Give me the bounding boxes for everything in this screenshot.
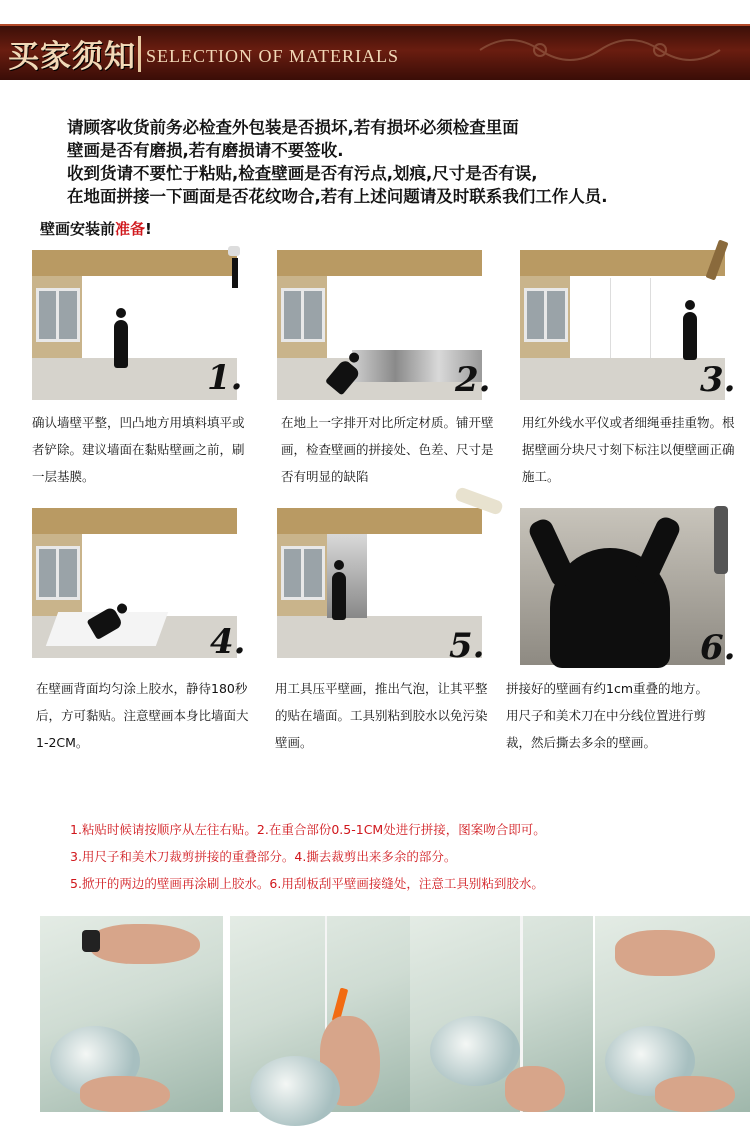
step-5-illustration bbox=[277, 508, 485, 666]
worker-figure bbox=[332, 572, 346, 620]
header-banner bbox=[0, 0, 750, 80]
preparation-heading-highlight: 准备 bbox=[115, 220, 146, 238]
worker-figure bbox=[683, 312, 697, 360]
step-3-caption: 用红外线水平仪或者细绳垂挂重物。根据壁画分块尺寸刻下标注以便壁画正确施工。 bbox=[522, 415, 735, 484]
banner-divider bbox=[138, 36, 141, 72]
worker-figure bbox=[114, 320, 128, 368]
tip-photo-4 bbox=[595, 916, 750, 1112]
tip-line: 1.粘贴时候请按顺序从左往右贴。2.在重合部份0.5-1CM处进行拼接，图案吻合即可。 bbox=[70, 822, 546, 837]
notice-line: 收到货请不要忙于粘贴,检查壁画是否有污点,划痕,尺寸是否有误, bbox=[67, 164, 538, 183]
banner-title-en: SELECTION OF MATERIALS bbox=[146, 46, 400, 66]
step-5-caption: 用工具压平壁画，推出气泡，让其平整的贴在墙面。工具别粘到胶水以免污染壁画。 bbox=[275, 681, 488, 750]
tip-photo-1 bbox=[40, 916, 223, 1112]
hand-image bbox=[90, 924, 200, 964]
step-number: 4. bbox=[210, 622, 246, 662]
purchase-notice bbox=[67, 116, 608, 208]
hand-image bbox=[505, 1066, 565, 1112]
banner-title-zh: 买家须知 bbox=[8, 39, 136, 75]
watch-icon bbox=[82, 930, 100, 952]
step-number: 1. bbox=[207, 358, 243, 398]
tip-photo-3 bbox=[410, 916, 593, 1112]
tip-line: 5.掀开的两边的壁画再涂刷上胶水。6.用刮板刮平壁画接缝处，注意工具别粘到胶水。 bbox=[70, 876, 544, 891]
step-1-illustration bbox=[32, 250, 243, 400]
preparation-heading-text: 壁画安装前 bbox=[40, 220, 116, 238]
step-4-caption: 在壁画背面均匀涂上胶水，静待180秒后，方可黏贴。注意壁画本身比墙面大1-2CM。 bbox=[36, 681, 249, 750]
step-3-illustration bbox=[520, 250, 736, 400]
roller-icon bbox=[226, 246, 242, 290]
preparation-heading bbox=[40, 218, 152, 239]
step-number: 5. bbox=[449, 626, 485, 666]
step-4-illustration bbox=[32, 508, 246, 662]
step-number: 3. bbox=[700, 360, 736, 400]
notice-line: 请顾客收货前务必检查外包装是否损坏,若有损坏必须检查里面 bbox=[67, 118, 519, 137]
flower-image bbox=[250, 1056, 340, 1126]
tip-photo-2 bbox=[230, 916, 413, 1112]
notice-line: 壁画是否有磨损,若有磨损请不要签收. bbox=[67, 141, 344, 160]
hand-image bbox=[655, 1076, 735, 1112]
knife-icon bbox=[714, 506, 728, 574]
hand-image bbox=[80, 1076, 170, 1112]
ornament-icon bbox=[480, 30, 740, 70]
step-number: 6. bbox=[700, 628, 736, 668]
step-2-illustration bbox=[277, 250, 491, 400]
step-number: 2. bbox=[455, 360, 491, 400]
step-6-illustration bbox=[520, 508, 736, 668]
hand-image bbox=[615, 930, 715, 976]
notice-line: 在地面拼接一下画面是否花纹吻合,若有上述问题请及时联系我们工作人员. bbox=[67, 187, 608, 206]
installation-tips bbox=[70, 816, 546, 897]
step-1-caption: 确认墙壁平整，凹凸地方用填料填平或者铲除。建议墙面在黏贴壁画之前，刷一层基膜。 bbox=[32, 415, 245, 484]
tip-line: 3.用尺子和美术刀裁剪拼接的重叠部分。4.撕去裁剪出来多余的部分。 bbox=[70, 849, 457, 864]
preparation-heading-mark: ! bbox=[145, 220, 152, 238]
step-2-caption: 在地上一字排开对比所定材质。铺开壁画，检查壁画的拼接处、色差、尺寸是否有明显的缺陷 bbox=[281, 415, 494, 484]
step-6-caption: 拼接好的壁画有约1cm重叠的地方。用尺子和美术刀在中分线位置进行剪裁，然后撕去多余的壁画。 bbox=[506, 681, 709, 750]
